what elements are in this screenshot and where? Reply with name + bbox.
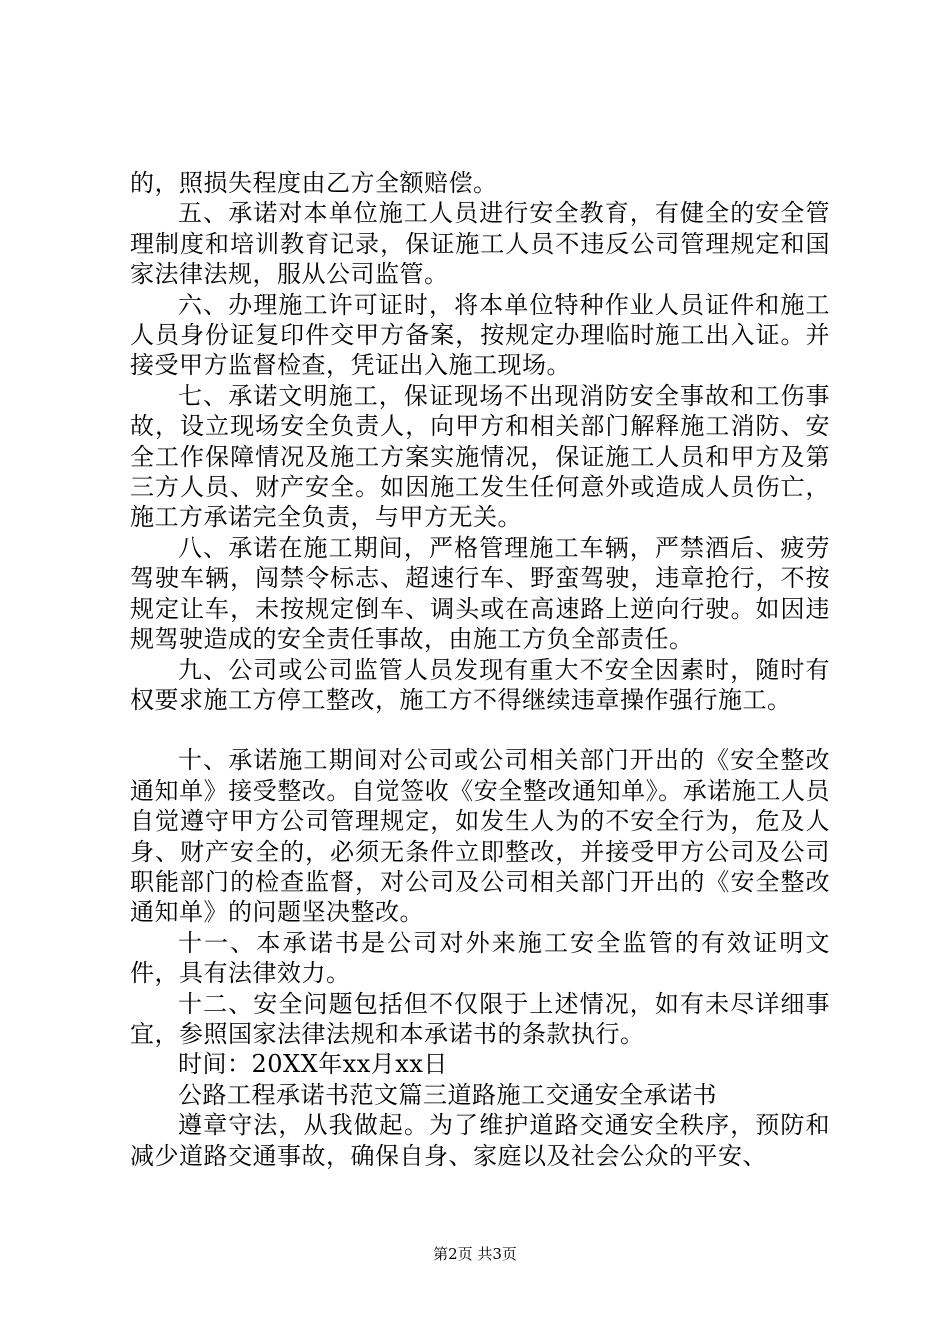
document-body <box>130 168 830 1171</box>
paragraph-intro: 遵章守法，从我做起。为了维护道路交通安全秩序，预防和减少道路交通事故，确保自身、家庭以及社会公众的平安、 <box>130 1111 830 1170</box>
page-number-footer: 第2页 共3页 <box>433 1245 517 1263</box>
paragraph-clause-8: 八、承诺在施工期间，严格管理施工车辆，严禁酒后、疲劳驾驶车辆，闯禁令标志、超速行车、野蛮驾驶，违章抢行，不按规定让车，未按规定倒车、调头或在高速路上逆向行驶。如因违规驾驶造成的安全责任事故，由施工方负全部责任。 <box>130 533 830 654</box>
paragraph-clause-9: 九、公司或公司监管人员发现有重大不安全因素时，随时有权要求施工方停工整改，施工方不得继续违章操作强行施工。 <box>130 655 830 714</box>
paragraph-date: 时间：20XX年xx月xx日 <box>178 1050 448 1079</box>
paragraph-clause-6: 六、办理施工许可证时，将本单位特种作业人员证件和施工人员身份证复印件交甲方备案，按规定办理临时施工出入证。并接受甲方监督检查，凭证出入施工现场。 <box>130 290 830 380</box>
paragraph-clause-12: 十二、安全问题包括但不仅限于上述情况，如有未尽详细事宜，参照国家法律法规和本承诺书的条款执行。 <box>130 989 830 1048</box>
paragraph-section-heading: 公路工程承诺书范文篇三道路施工交通安全承诺书 <box>178 1080 717 1109</box>
paragraph-clause-7: 七、承诺文明施工，保证现场不出现消防安全事故和工伤事故，设立现场安全负责人，向甲方和相关部门解释施工消防、安全工作保障情况及施工方案实施情况，保证施工人员和甲方及第三方人员、财产安全。如因施工发生任何意外或造成人员伤亡，施工方承诺完全负责，与甲方无关。 <box>130 381 830 532</box>
paragraph-clause-5: 五、承诺对本单位施工人员进行安全教育，有健全的安全管理制度和培训教育记录，保证施工人员不违反公司管理规定和国家法律法规，服从公司监管。 <box>130 199 830 289</box>
paragraph-clause-10: 十、承诺施工期间对公司或公司相关部门开出的《安全整改通知单》接受整改。自觉签收《安全整改通知单》。承诺施工人员自觉遵守甲方公司管理规定，如发生人为的不安全行为，危及人身、财产安全的，必须无条件立即整改，并接受甲方公司及公司职能部门的检查监督，对公司及公司相关部门开出的《安全整改通知单》的问题坚决整改。 <box>130 746 830 927</box>
paragraph-clause-11: 十一、本承诺书是公司对外来施工安全监管的有效证明文件，具有法律效力。 <box>130 928 830 988</box>
paragraph-continuation: 的，照损失程度由乙方全额赔偿。 <box>130 169 498 197</box>
